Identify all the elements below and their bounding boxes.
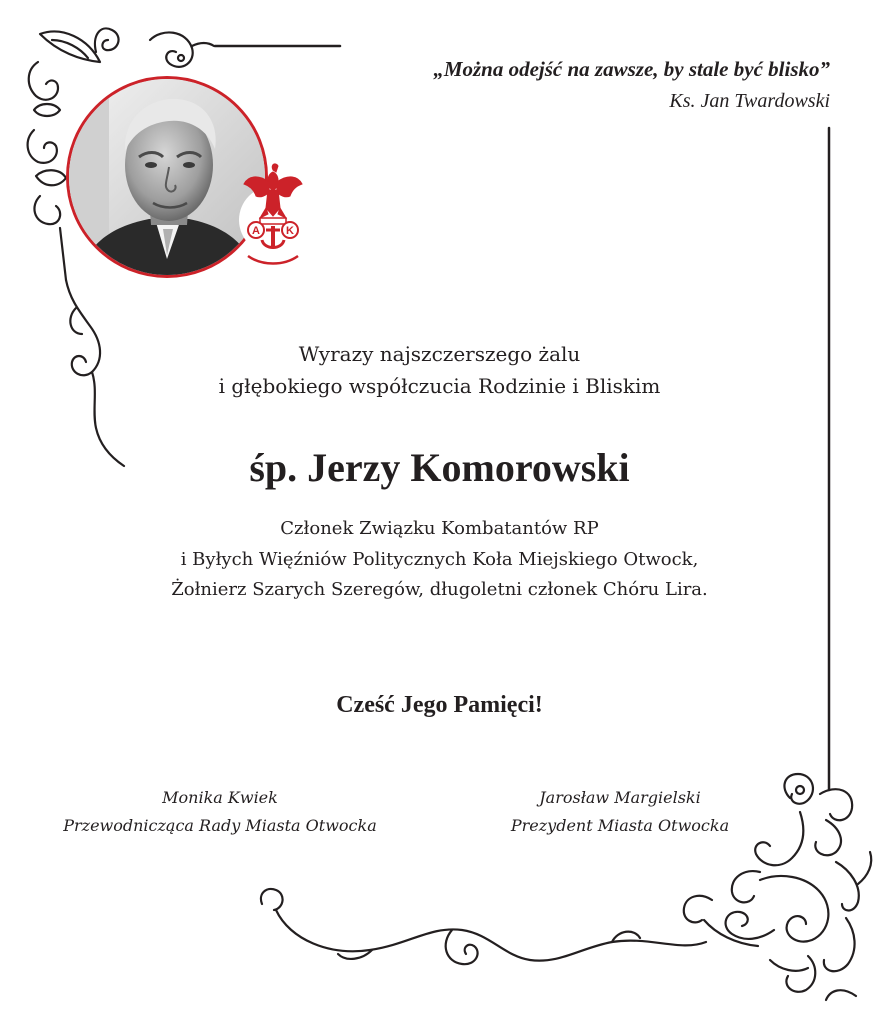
emblem-letter-a: A	[252, 225, 260, 237]
emblem-letter-k: K	[286, 225, 294, 237]
description-line-3: Żołnierz Szarych Szeregów, długoletni członek Chóru Lira.	[171, 579, 708, 600]
bottom-vine-ornament	[261, 889, 706, 964]
signatory-title: Przewodnicząca Rady Miasta Otwocka	[63, 816, 377, 835]
portrait-illustration	[69, 79, 265, 275]
description-line-1: Członek Związku Kombatantów RP	[280, 518, 599, 539]
signatory-left	[20, 784, 420, 840]
description-line-2: i Byłych Więźniów Politycznych Koła Miejskiego Otwock,	[180, 548, 699, 570]
condolence-line-2: i głębokiego współczucia Rodzinie i Bliskim	[218, 374, 661, 398]
deceased-name: śp. Jerzy Komorowski	[249, 445, 630, 490]
deceased-description	[40, 514, 839, 606]
quote-author: Ks. Jan Twardowski	[669, 90, 830, 112]
armia-krajowa-emblem	[238, 156, 308, 274]
tribute-text: Cześć Jego Pamięci!	[336, 692, 543, 718]
signatory-name: Jarosław Margielski	[539, 788, 701, 807]
signatory-right	[450, 784, 790, 840]
signatory-name: Monika Kwiek	[162, 788, 278, 807]
signatory-title: Prezydent Miasta Otwocka	[510, 816, 730, 835]
quote-text: „Można odejść na zawsze, by stale być blisko”	[433, 57, 830, 81]
condolence-message	[40, 338, 839, 402]
condolence-line-1: Wyrazy najszczerszego żalu	[298, 342, 581, 366]
